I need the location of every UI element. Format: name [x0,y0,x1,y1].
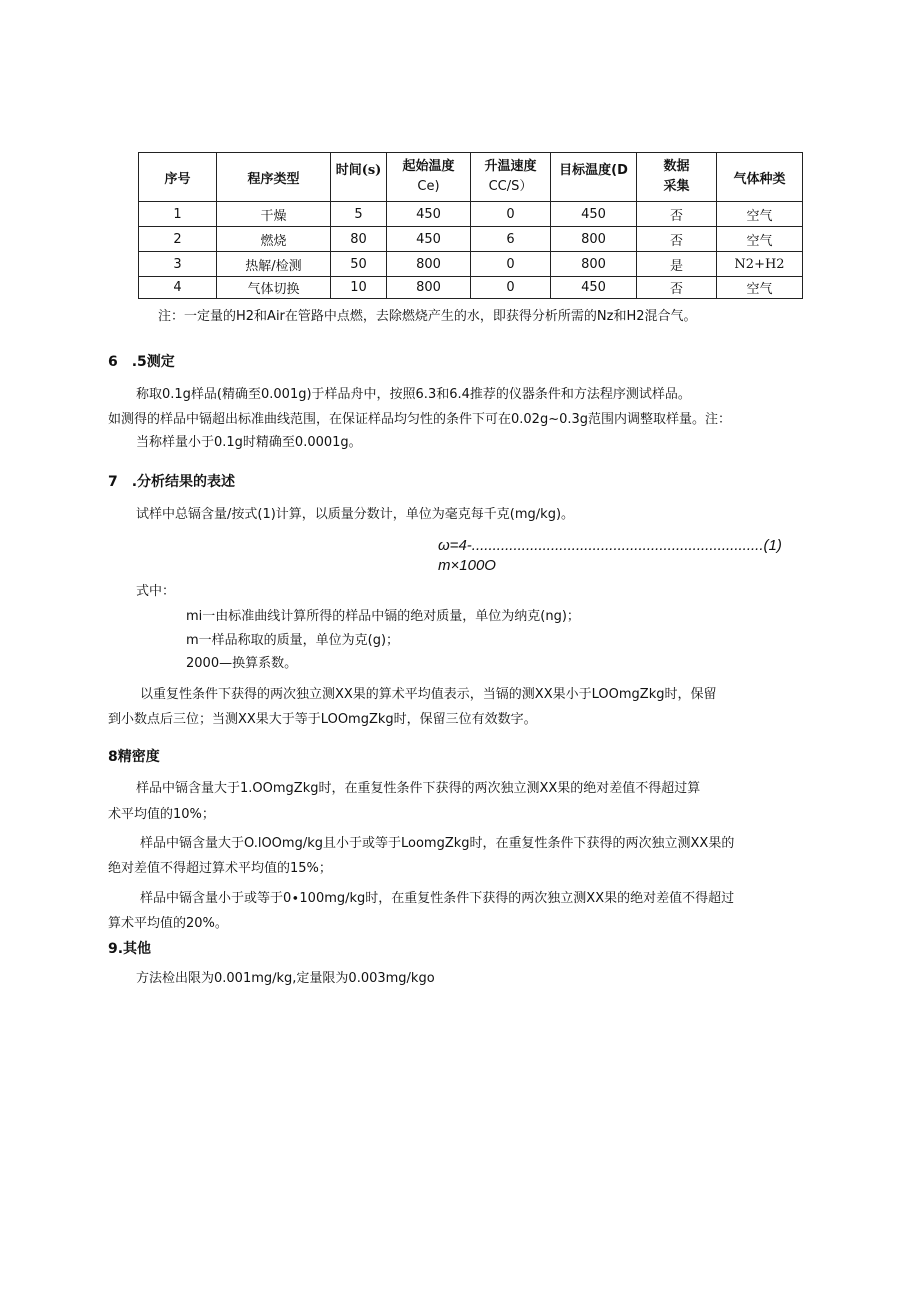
cell-time: 10 [331,277,387,299]
section-8-paragraph-2a: 样品中镉含量大于O.lOOmg/kg且小于或等于LoomgZkg时，在重复性条件下获得的两次独立测XX果的 [140,836,735,851]
header-collect-line1: 数据 [663,159,690,174]
program-table [138,152,803,299]
cell-target: 450 [551,277,637,299]
header-start-temp-line1: 起始温度 [402,159,455,174]
cell-seq: 2 [139,227,217,252]
header-rate-line2: CC/S） [488,179,533,194]
section-9-paragraph-1: 方法检出限为0.001mg∕kg,定量限为0.003mg/kgo [136,971,435,986]
section-6-paragraph-3: 当称样量小于0.1g时精确至0.0001g。 [136,435,362,450]
section-6-paragraph-1: 称取0.1g样品(精确至0.001g)于样品舟中，按照6.3和6.4推荐的仪器条件和方法程序测试样品。 [136,387,691,402]
cell-start: 450 [387,202,471,227]
cell-start: 800 [387,277,471,299]
cell-seq: 3 [139,252,217,277]
section-7-heading: 7 .分析结果的表述 [108,474,236,490]
cell-collect: 否 [637,202,717,227]
header-start-temp [387,153,471,202]
section-7-paragraph-2: 以重复性条件下获得的两次独立测XX果的算术平均值表示，当镉的测XX果小于LOOmgZkg时，保留 [140,687,717,702]
cell-start: 450 [387,227,471,252]
cell-gas: 空气 [717,202,803,227]
header-gas: 气体种类 [717,153,803,202]
cell-time: 80 [331,227,387,252]
header-rate-line1: 升温速度 [484,159,537,174]
section-6-paragraph-2: 如测得的样品中镉超出标准曲线范围，在保证样品均匀性的条件下可在0.02g~0.3g范围内调整取样量。注： [108,412,732,427]
definition-mi: mi一由标准曲线计算所得的样品中镉的绝对质量，单位为纳克(ng)； [186,609,580,624]
cell-type: 热解/检测 [217,252,331,277]
table-note: 注：一定量的H2和Air在管路中点燃，去除燃烧产生的水，即获得分析所需的Nz和H2混合气。 [158,309,697,324]
cell-gas: 空气 [717,227,803,252]
cell-time: 5 [331,202,387,227]
section-8-paragraph-3b: 算术平均值的20%。 [108,916,228,931]
section-6-heading: 6 .5测定 [108,354,175,370]
where-label: 式中： [136,584,176,599]
table-header-row [139,153,803,202]
cell-seq: 4 [139,277,217,299]
cell-type: 气体切换 [217,277,331,299]
header-seq: 序号 [139,153,217,202]
cell-gas: 空气 [717,277,803,299]
section-7-paragraph-3: 到小数点后三位；当测XX果大于等于LOOmgZkg时，保留三位有效数字。 [108,712,537,727]
section-8-heading: 8精密度 [108,749,160,765]
formula-numerator: ω=4-......................................................................(1) [438,537,782,554]
cell-rate: 6 [471,227,551,252]
cell-target: 800 [551,252,637,277]
cell-seq: 1 [139,202,217,227]
header-rate [471,153,551,202]
cell-target: 450 [551,202,637,227]
header-target-temp: 目标温度(D [551,153,637,202]
section-7-paragraph-1: 试样中总镉含量/按式(1)计算，以质量分数计，单位为毫克每千克(mg∕kg)。 [136,507,575,522]
table-row [139,202,803,227]
cell-time: 50 [331,252,387,277]
cell-type: 干燥 [217,202,331,227]
formula-denominator: m×100O [438,557,496,574]
table-row [139,252,803,277]
section-8-paragraph-3a: 样品中镉含量小于或等于0∙100mg∕kg时，在重复性条件下获得的两次独立测XX果的绝对差值不得超过 [140,891,735,906]
section-8-paragraph-1a: 样品中镉含量大于1.OOmgZkg时，在重复性条件下获得的两次独立测XX果的绝对差值不得超过算 [136,781,701,796]
cell-start: 800 [387,252,471,277]
definition-2000: 2000—换算系数。 [186,656,298,671]
cell-rate: 0 [471,277,551,299]
cell-type: 燃烧 [217,227,331,252]
table-row [139,227,803,252]
table-row [139,277,803,299]
cell-collect: 是 [637,252,717,277]
cell-collect: 否 [637,227,717,252]
header-time: 时间(s) [331,153,387,202]
cell-gas: N2+H2 [717,252,803,277]
header-type: 程序类型 [217,153,331,202]
definition-m: m一样品称取的质量，单位为克(g)； [186,633,400,648]
cell-rate: 0 [471,202,551,227]
section-9-heading: 9.其他 [108,941,152,957]
header-start-temp-line2: Ce) [417,179,440,194]
section-8-paragraph-1b: 术平均值的10%； [108,807,215,822]
section-8-paragraph-2b: 绝对差值不得超过算术平均值的15%； [108,861,332,876]
cell-rate: 0 [471,252,551,277]
header-collect-line2: 采集 [663,179,690,194]
header-collect [637,153,717,202]
cell-collect: 否 [637,277,717,299]
cell-target: 800 [551,227,637,252]
